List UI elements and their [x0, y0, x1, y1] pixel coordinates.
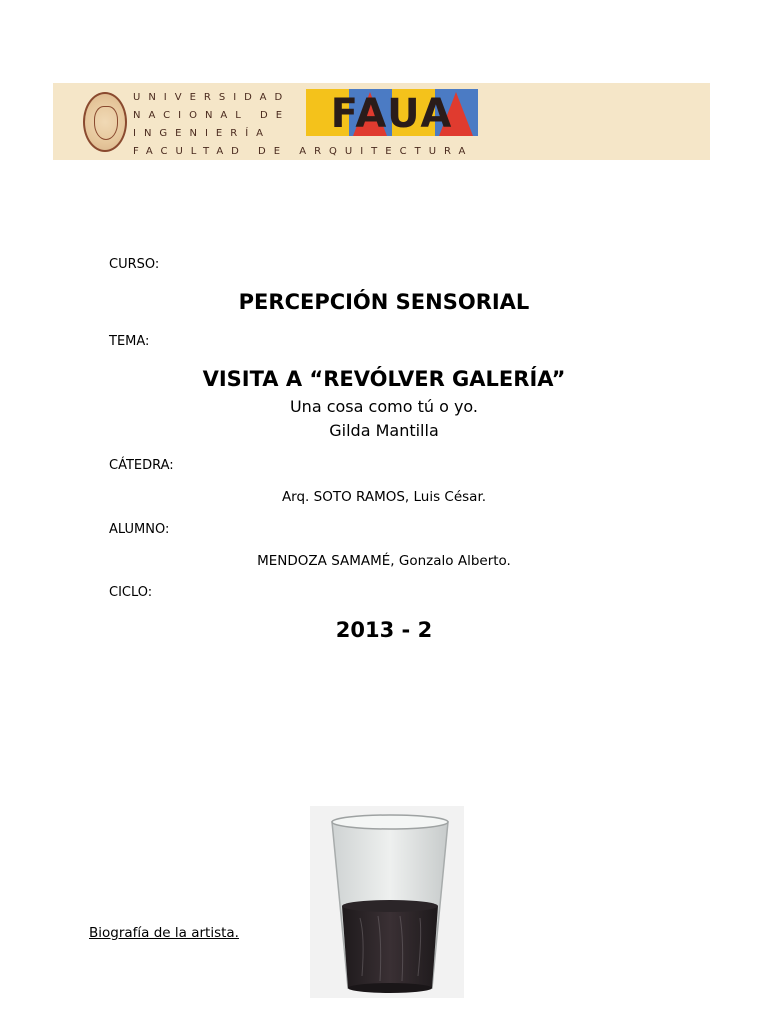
faua-logo — [306, 89, 478, 136]
university-name-line: FACULTAD DE ARQUITECTURA — [133, 146, 474, 157]
university-name-line: NACIONAL DE — [133, 110, 291, 121]
catedra-value: Arq. SOTO RAMOS, Luis César. — [281, 489, 487, 505]
university-seal-icon — [83, 92, 127, 152]
glass-icon — [310, 806, 464, 998]
faua-logo-text: FAUA — [330, 91, 454, 136]
tema-value: VISITA A “REVÓLVER GALERÍA” — [202, 367, 566, 391]
curso-label: CURSO: — [109, 257, 160, 272]
artwork-photo — [310, 806, 464, 998]
biography-heading: Biografía de la artista. — [89, 925, 239, 941]
curso-value: PERCEPCIÓN SENSORIAL — [238, 290, 530, 314]
alumno-label: ALUMNO: — [109, 522, 170, 537]
ciclo-label: CICLO: — [109, 585, 153, 600]
alumno-value: MENDOZA SAMAMÉ, Gonzalo Alberto. — [257, 553, 511, 569]
university-name-line: INGENIERÍA — [133, 128, 271, 139]
tema-artist: Gilda Mantilla — [329, 421, 439, 440]
tema-subtitle: Una cosa como tú o yo. — [289, 397, 479, 416]
tema-label: TEMA: — [109, 334, 150, 349]
catedra-label: CÁTEDRA: — [109, 458, 174, 473]
university-name-line: UNIVERSIDAD — [133, 92, 291, 103]
ciclo-value: 2013 - 2 — [335, 618, 433, 642]
university-banner — [53, 83, 710, 160]
